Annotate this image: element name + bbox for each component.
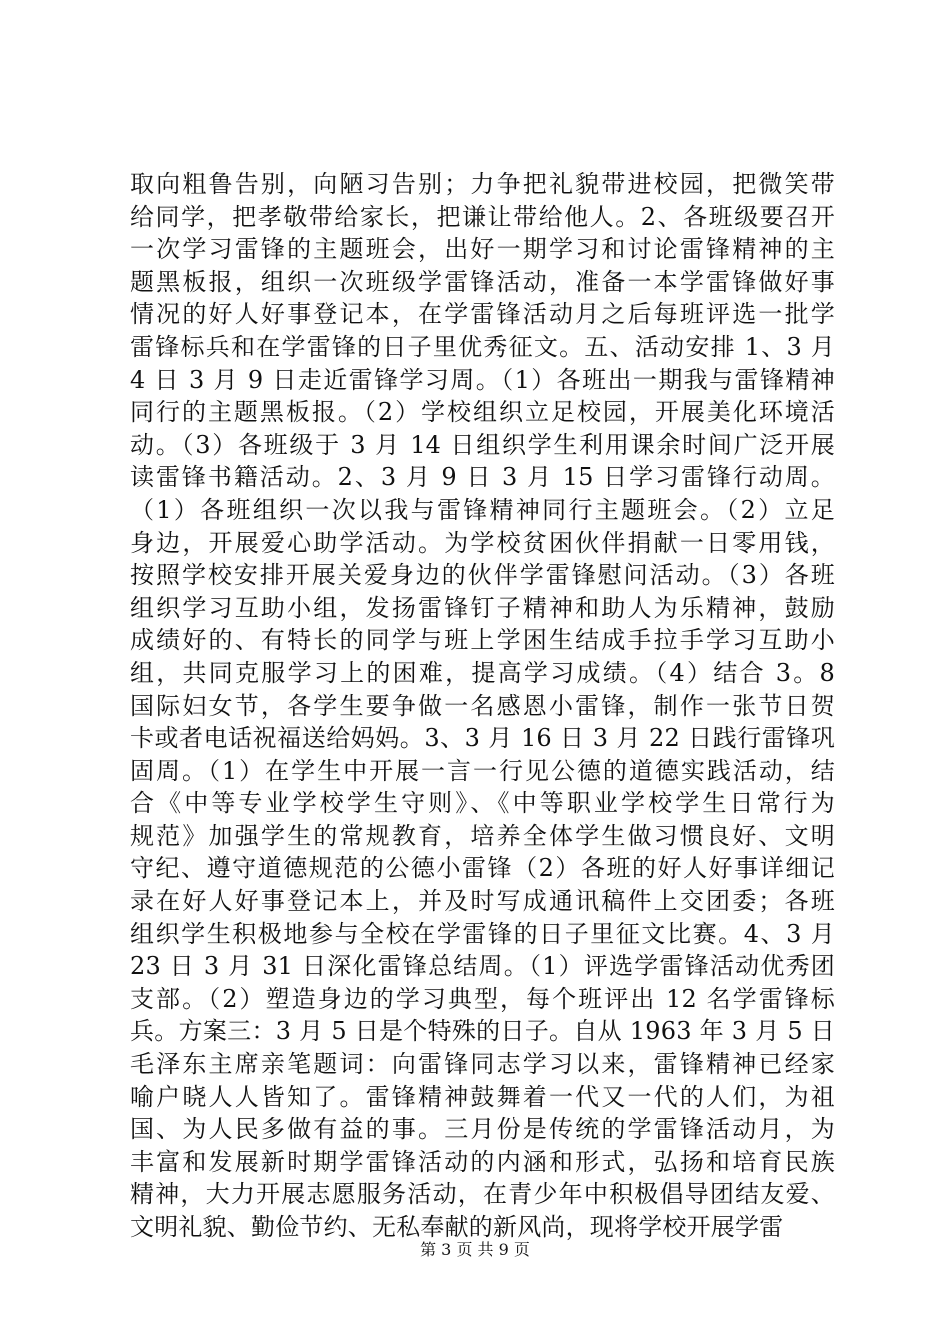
text-line: 合《中等专业学校学生守则》、《中等职业学校学生日常行为: [130, 789, 835, 818]
text-line: 组，共同克服学习上的困难，提高学习成绩。（4）结合 3。8: [130, 658, 835, 687]
text-line: 国、为人民多做有益的事。三月份是传统的学雷锋活动月，为: [130, 1115, 835, 1144]
text-line: 23 日 3 月 31 日深化雷锋总结周。（1）评选学雷锋活动优秀团: [130, 952, 835, 981]
text-line: 文明礼貌、勤俭节约、无私奉献的新风尚，现将学校开展学雷: [130, 1213, 784, 1241]
text-line: 按照学校安排开展关爱身边的伙伴学雷锋慰问活动。（3）各班: [130, 561, 835, 590]
text-line: 精神，大力开展志愿服务活动，在青少年中积极倡导团结友爱、: [130, 1180, 835, 1209]
text-line: 成绩好的、有特长的同学与班上学困生结成手拉手学习互助小: [130, 626, 835, 655]
body-text: [130, 168, 835, 1244]
text-line: 录在好人好事登记本上，并及时写成通讯稿件上交团委；各班: [130, 887, 835, 916]
text-line: 读雷锋书籍活动。2、3 月 9 日 3 月 15 日学习雷锋行动周。: [130, 463, 835, 492]
text-line: 守纪、遵守道德规范的公德小雷锋（2）各班的好人好事详细记: [130, 854, 835, 883]
text-line: （1）各班组织一次以我与雷锋精神同行主题班会。（2）立足: [130, 495, 835, 524]
text-line: 固周。（1）在学生中开展一言一行见公德的道德实践活动，结: [130, 756, 835, 785]
text-line: 兵。方案三：3 月 5 日是个特殊的日子。自从 1963 年 3 月 5 日: [130, 1017, 835, 1046]
page-footer: 第 3 页 共 9 页: [420, 1240, 530, 1259]
text-line: 4 日 3 月 9 日走近雷锋学习周。（1）各班出一期我与雷锋精神: [130, 365, 835, 394]
text-line: 一次学习雷锋的主题班会，出好一期学习和讨论雷锋精神的主: [130, 235, 835, 264]
text-line: 喻户晓人人皆知了。雷锋精神鼓舞着一代又一代的人们，为祖: [130, 1082, 835, 1111]
text-line: 毛泽东主席亲笔题词：向雷锋同志学习以来，雷锋精神已经家: [130, 1050, 835, 1079]
text-line: 支部。（2）塑造身边的学习典型，每个班评出 12 名学雷锋标: [130, 984, 835, 1013]
text-line: 取向粗鲁告别，向陋习告别；力争把礼貌带进校园，把微笑带: [130, 170, 835, 198]
text-line: 题黑板报，组织一次班级学雷锋活动，准备一本学雷锋做好事: [130, 267, 835, 296]
text-line: 卡或者电话祝福送给妈妈。3、3 月 16 日 3 月 22 日践行雷锋巩: [130, 724, 835, 753]
text-line: 国际妇女节，各学生要争做一名感恩小雷锋，制作一张节日贺: [130, 691, 835, 720]
text-line: 组织学生积极地参与全校在学雷锋的日子里征文比赛。4、3 月: [130, 919, 835, 948]
text-line: 情况的好人好事登记本，在学雷锋活动月之后每班评选一批学: [130, 300, 835, 329]
text-line: 丰富和发展新时期学雷锋活动的内涵和形式，弘扬和培育民族: [130, 1147, 835, 1176]
text-line: 动。（3）各班级于 3 月 14 日组织学生利用课余时间广泛开展: [130, 430, 835, 459]
text-line: 身边，开展爱心助学活动。为学校贫困伙伴捐献一日零用钱，: [130, 528, 835, 557]
text-line: 雷锋标兵和在学雷锋的日子里优秀征文。五、活动安排 1、3 月: [130, 332, 835, 361]
text-line: 规范》加强学生的常规教育，培养全体学生做习惯良好、文明: [130, 821, 835, 850]
text-line: 给同学，把孝敬带给家长，把谦让带给他人。2、各班级要召开: [130, 202, 835, 231]
text-line: 同行的主题黑板报。（2）学校组织立足校园，开展美化环境活: [130, 398, 835, 427]
text-line: 组织学习互助小组，发扬雷锋钉子精神和助人为乐精神，鼓励: [130, 593, 835, 622]
